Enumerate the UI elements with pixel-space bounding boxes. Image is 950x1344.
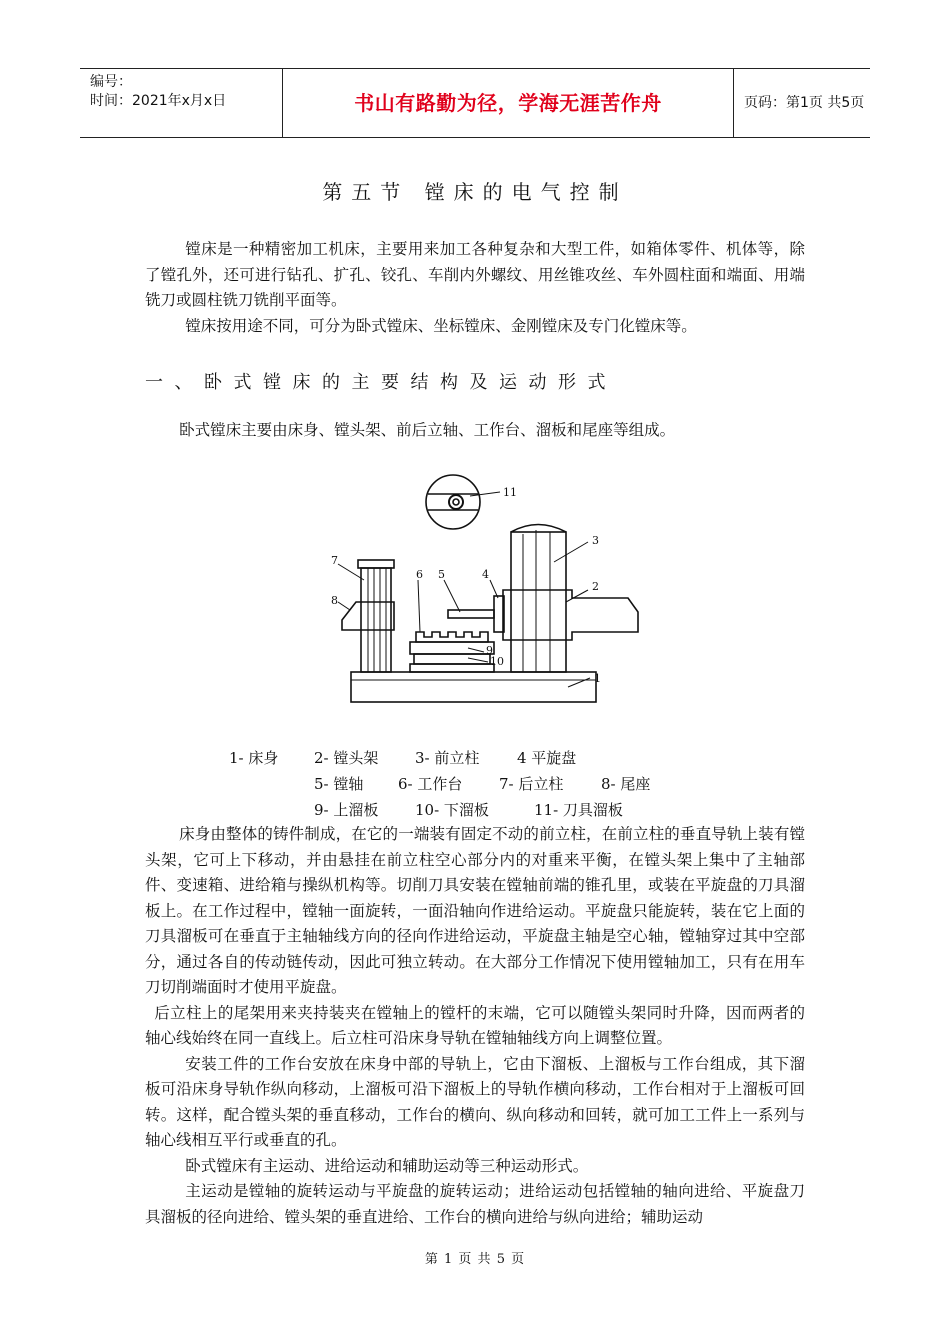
section-lead bbox=[145, 418, 805, 444]
page-footer: 第 1 页 共 5 页 bbox=[424, 1252, 526, 1267]
callout-6: 6 bbox=[416, 568, 423, 581]
worktable bbox=[410, 632, 494, 672]
front-column bbox=[511, 525, 566, 673]
callout-2: 2 bbox=[592, 580, 599, 593]
body-paragraph: 卧式镗床有主运动、进给运动和辅助运动等三种运动形式。 bbox=[185, 1156, 589, 1175]
callout-8: 8 bbox=[331, 594, 338, 607]
legend-item: 7- 后立柱 bbox=[499, 775, 564, 793]
legend-item: 1- 床身 bbox=[229, 749, 279, 767]
intro-paragraph: 镗床是一种精密加工机床，主要用来加工各种复杂和大型工件，如箱体零件、机体等，除了镗孔外，还可进行钻孔、扩孔、铰孔、车削内外螺纹、用丝锥攻丝、车外圆柱面和端面、用端铣刀或圆柱铣刀铣削平面等。 bbox=[145, 240, 805, 309]
intro-paragraph: 镗床按用途不同，可分为卧式镗床、坐标镗床、金刚镗床及专门化镗床等。 bbox=[185, 316, 697, 335]
callout-7: 7 bbox=[331, 554, 338, 567]
legend-row bbox=[145, 771, 805, 797]
legend-row bbox=[145, 797, 805, 823]
callout-11: 11 bbox=[503, 486, 517, 499]
page-label: 页码：第1页 共5页 bbox=[744, 95, 865, 111]
callout-3: 3 bbox=[592, 534, 599, 547]
time-label: 时间：2021年x月x日 bbox=[90, 93, 227, 109]
body-paragraph: 后立柱上的尾架用来夹持装夹在镗轴上的镗杆的末端，它可以随镗头架同时升降，因而两者的轴心线始终在同一直线上。后立柱可沿床身导轨在镗轴轴线方向上调整位置。 bbox=[145, 1003, 805, 1047]
legend-item: 4 平旋盘 bbox=[517, 749, 577, 767]
figure-legend bbox=[145, 745, 805, 823]
header-motto-cell bbox=[282, 69, 734, 137]
inset-detail bbox=[426, 475, 500, 529]
motto: 书山有路勤为径，学海无涯苦作舟 bbox=[354, 91, 662, 115]
callout-10: 10 bbox=[490, 655, 504, 668]
callout-5: 5 bbox=[438, 568, 445, 581]
legend-item: 5- 镗轴 bbox=[314, 775, 364, 793]
callout-4: 4 bbox=[482, 568, 489, 581]
legend-row bbox=[145, 745, 805, 771]
section-heading: 一、卧式镗床的主要结构及运动形式 bbox=[145, 372, 617, 393]
intro-section bbox=[145, 237, 805, 339]
callout-9: 9 bbox=[486, 644, 493, 657]
legend-item: 11- 刀具溜板 bbox=[534, 801, 623, 819]
number-label: 编号： bbox=[90, 74, 132, 90]
body-paragraph: 主运动是镗轴的旋转运动与平旋盘的旋转运动；进给运动包括镗轴的轴向进给、平旋盘刀具溜板的径向进给、镗头架的垂直进给、工作台的横向进给与纵向进给；辅助运动 bbox=[145, 1182, 805, 1226]
legend-item: 9- 上溜板 bbox=[314, 801, 379, 819]
legend-item: 3- 前立柱 bbox=[415, 749, 480, 767]
legend-item: 2- 镗头架 bbox=[314, 749, 379, 767]
header-meta bbox=[80, 69, 282, 137]
body-paragraph: 床身由整体的铸件制成，在它的一端装有固定不动的前立柱，在前立柱的垂直导轨上装有镗头架，它可上下移动，并由悬挂在前立柱空心部分内的对重来平衡，在镗头架上集中了主轴部件、变速箱、进给箱与操纵机构等。切削刀具安装在镗轴前端的锥孔里，或装在平旋盘的刀具溜板上。在工作过程中，镗轴一面旋转，一面沿轴向作进给运动。平旋盘只能旋转，装在它上面的刀具溜板可在垂直于主轴轴线方向的径向作进给运动，平旋盘主轴是空心轴，镗轴穿过其中空部分，通过各自的传动链传动，因此可独立转动。在大部分工作情况下使用镗轴加工，只有在用车刀切削端面时才使用平旋盘。 bbox=[145, 825, 805, 996]
legend-item: 10- 下溜板 bbox=[415, 801, 489, 819]
bed bbox=[351, 672, 596, 702]
boring-machine-figure bbox=[318, 472, 648, 712]
legend-item: 8- 尾座 bbox=[601, 775, 651, 793]
page-title: 第五节 镗床的电气控制 bbox=[322, 180, 628, 204]
legend-item: 6- 工作台 bbox=[398, 775, 463, 793]
lead-paragraph: 卧式镗床主要由床身、镗头架、前后立轴、工作台、溜板和尾座等组成。 bbox=[179, 421, 676, 439]
rear-column bbox=[358, 560, 394, 672]
main-body bbox=[145, 822, 805, 1230]
spindle bbox=[448, 610, 494, 618]
page-header bbox=[80, 68, 870, 138]
body-paragraph: 安装工件的工作台安放在床身中部的导轨上，它由下溜板、上溜板与工作台组成，其下溜板可沿床身导轨作纵向移动，上溜板可沿下溜板上的导轨作横向移动，工作台相对于上溜板可回转。这样，配合镗头架的垂直移动，工作台的横向、纵向移动和回转，就可加工工件上一系列与轴心线相互平行或垂直的孔。 bbox=[145, 1054, 805, 1149]
callout-1: 1 bbox=[594, 672, 601, 685]
